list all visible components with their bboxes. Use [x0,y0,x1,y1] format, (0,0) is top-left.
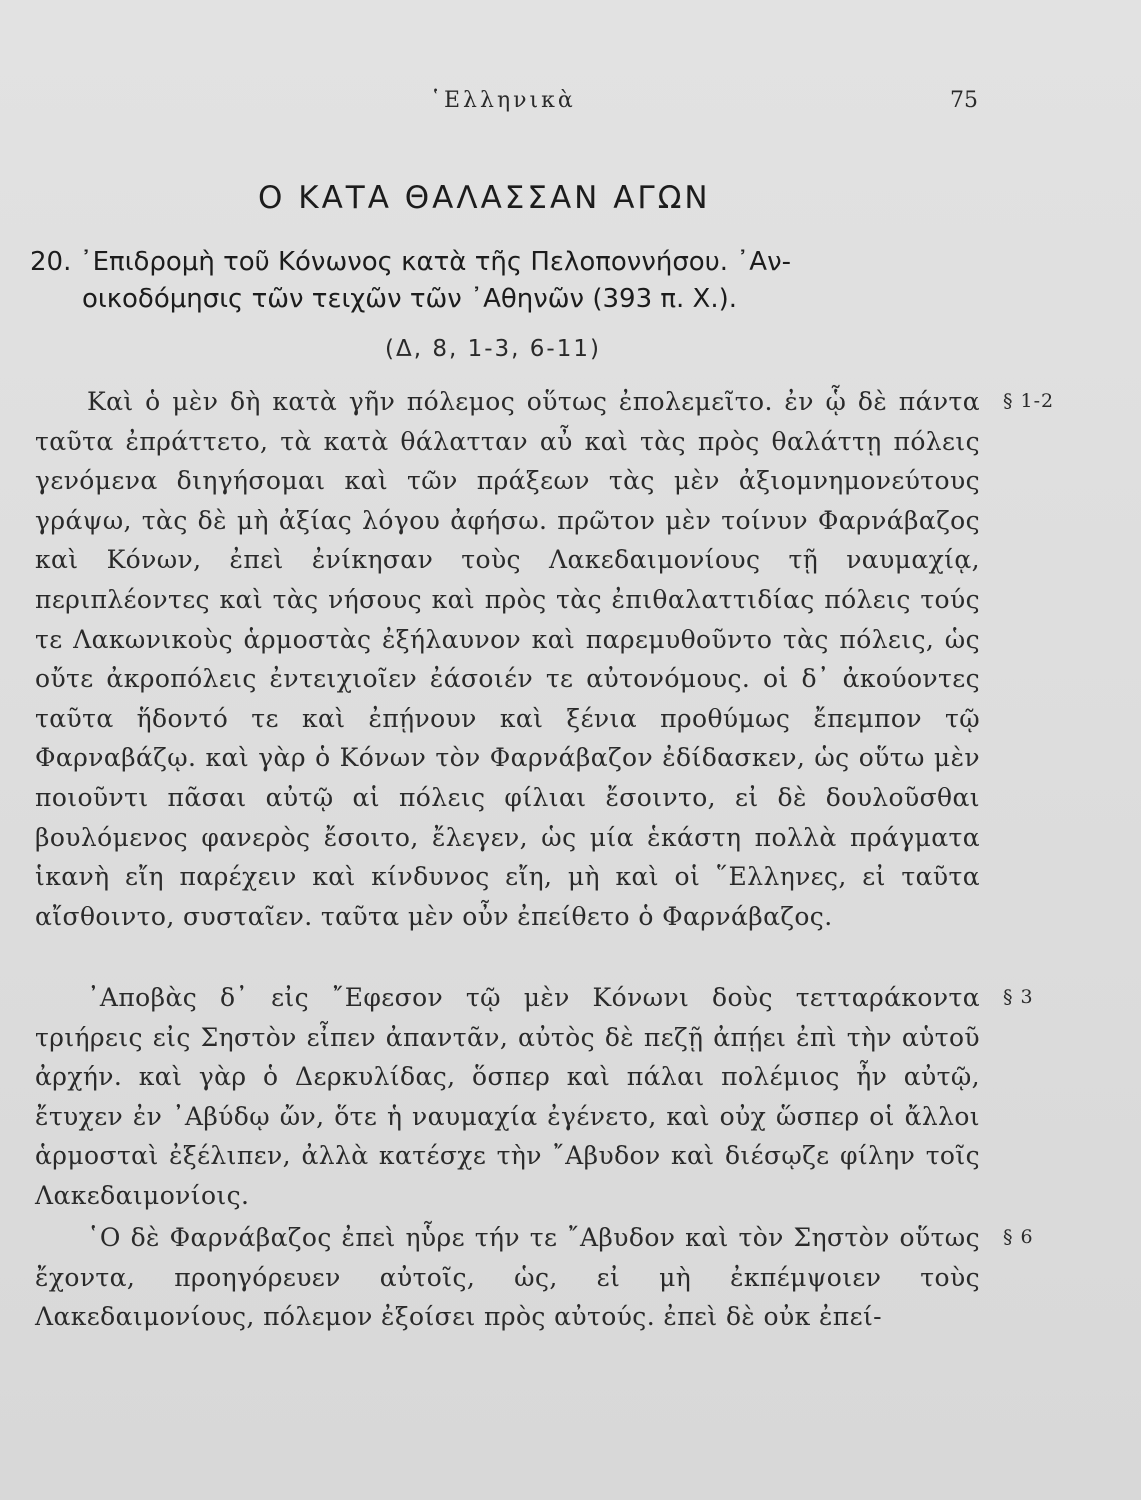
paragraph-2 [35,978,980,1216]
margin-reference-2: § 3 [1003,986,1034,1008]
source-reference: (Δ, 8, 1-3, 6-11) [385,336,601,362]
chapter-title-line-2: οικοδόμησις τῶν τειχῶν τῶν ᾿Αθηνῶν (393 π. Χ.). [82,284,738,314]
paragraph-3-text: ῾Ο δὲ Φαρνάβαζος ἐπεὶ ηὗρε τήν τε ῎Αβυδον καὶ τὸν Σηστὸν οὕτως ἔχοντα, προηγόρευεν αὐτοῖς, ὡς, εἰ μὴ ἐκπέμψοιεν τοὺς Λακεδαιμονίους, πόλεμον ἐξοίσει πρὸς αὐτούς. ἐπεὶ δὲ οὐκ ἐπεί- [35,1223,980,1332]
paragraph-1-text: Καὶ ὁ μὲν δὴ κατὰ γῆν πόλεμος οὕτως ἐπολεμεῖτο. ἐν ᾧ δὲ πάντα ταῦτα ἐπράττετο, τὰ κατὰ θάλατταν αὖ καὶ τὰς πρὸς θαλάττῃ πόλεις γενόμενα διηγήσομαι καὶ τῶν πράξεων τὰς μὲν ἀξιομνημονεύτους γράψω, τὰς δὲ μὴ ἀξίας λόγου ἀφήσω. πρῶτον μὲν τοίνυν Φαρνάβαζος καὶ Κόνων, ἐπεὶ ἐνίκησαν τοὺς Λακεδαιμονίους τῇ ναυμαχίᾳ, περιπλέοντες καὶ τὰς νήσους καὶ πρὸς τὰς ἐπιθαλαττιδίας πόλεις τούς τε Λακωνικοὺς ἁρμοστὰς ἐξήλαυνον καὶ παρεμυθοῦντο τὰς πόλεις, ὡς οὔτε ἀκροπόλεις ἐντειχιοῖεν ἐάσοιέν τε αὐτονόμους. οἱ δ᾿ ἀκούοντες ταῦτα ἥδοντό τε καὶ ἐπῄνουν καὶ ξένια προθύμως ἔπεμπον τῷ Φαρναβάζῳ. καὶ γὰρ ὁ Κόνων τὸν Φαρνάβαζον ἐδίδασκεν, ὡς οὕτω μὲν ποιοῦντι πᾶσαι αὐτῷ αἱ πόλεις φίλιαι ἔσοιντο, εἰ δὲ δουλοῦσθαι βουλόμενος φανερὸς ἔσοιτο, ἔλεγεν, ὡς μία ἑκάστη πολλὰ πράγματα ἱκανὴ εἴη παρέχειν καὶ κίνδυνος εἴη, μὴ καὶ οἱ ῞Ελληνες, εἰ ταῦτα αἴσθοιντο, συσταῖεν. ταῦτα μὲν οὖν ἐπείθετο ὁ Φαρνάβαζος. [35,387,980,931]
paragraph-1 [35,382,980,936]
running-head: ῾Ελληνικὰ [430,88,576,113]
paragraph-2-text: ᾿Αποβὰς δ᾿ εἰς ῎Εφεσον τῷ μὲν Κόνωνι δοὺς τετταράκοντα τριήρεις εἰς Σηστὸν εἶπεν ἀπαντᾶν, αὐτὸς δὲ πεζῇ ἀπῄει ἐπὶ τὴν αὑτοῦ ἀρχήν. καὶ γὰρ ὁ Δερκυλίδας, ὅσπερ καὶ πάλαι πολέμιος ἦν αὐτῷ, ἔτυχεν ἐν ᾿Αβύδῳ ὤν, ὅτε ἡ ναυμαχία ἐγένετο, καὶ οὐχ ὥσπερ οἱ ἄλλοι ἁρμοσταὶ ἐξέλιπεν, ἀλλὰ κατέσχε τὴν ῎Αβυδον καὶ διέσῳζε φίλην τοῖς Λακεδαιμονίοις. [35,983,980,1210]
page-number: 75 [950,88,978,113]
margin-reference-1: § 1-2 [1003,390,1055,412]
paragraph-3 [35,1218,980,1337]
chapter-title [30,244,980,318]
chapter-title-line-1: 20. ᾿Επιδρομὴ τοῦ Κόνωνος κατὰ τῆς Πελοποννήσου. ᾿Αν- [30,247,791,277]
section-heading: Ο ΚΑΤΑ ΘΑΛΑΣΣΑΝ ΑΓΩΝ [258,180,711,216]
margin-reference-3: § 6 [1003,1226,1034,1248]
